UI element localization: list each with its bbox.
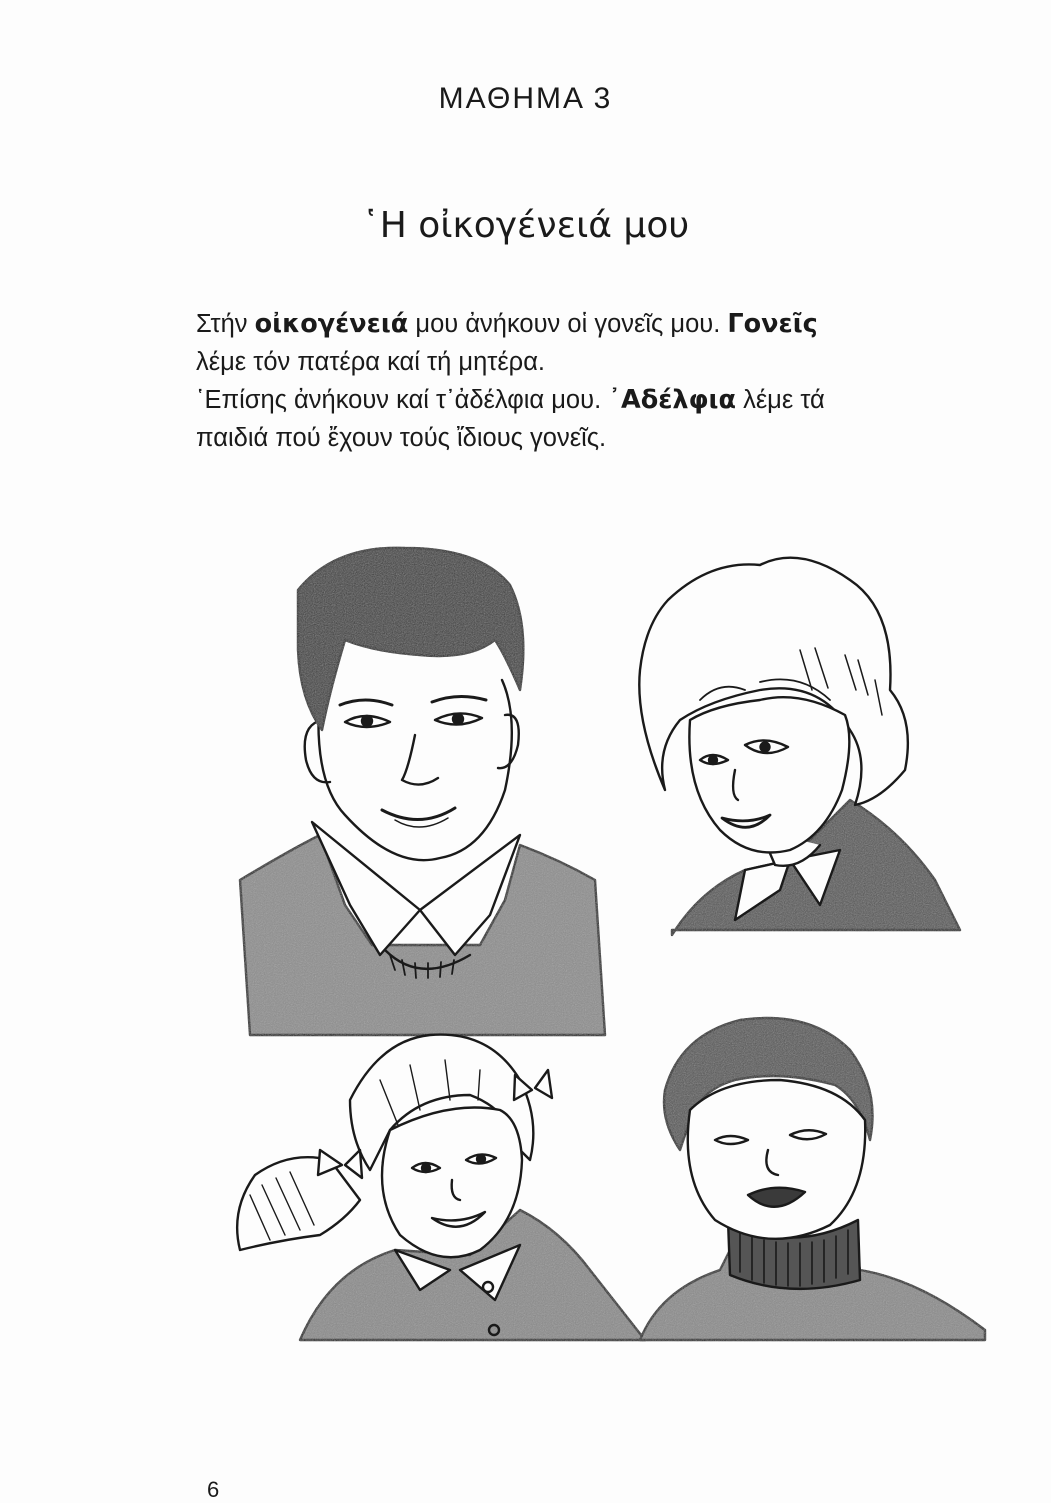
text-run: ῾Επίσης ἀνήκουν καί τ᾽ἀδέλφια μου. bbox=[196, 386, 609, 414]
text-run: Στήν bbox=[196, 310, 255, 338]
text-run: μου ἀνήκουν οἱ γονεῖς μου. bbox=[408, 310, 728, 338]
daughter-ponytail bbox=[237, 1157, 360, 1250]
bold-term-family: οἰκογένειά bbox=[254, 309, 409, 339]
son-portrait bbox=[640, 1018, 985, 1340]
paragraph-line-4: παιδιά πού ἔχουν τούς ἴδιους γονεῖς. bbox=[196, 424, 607, 452]
lesson-title: ῾Η οἰκογένειά μου bbox=[361, 205, 690, 246]
paragraph-line-2: λέμε τόν πατέρα καί τή μητέρα. bbox=[196, 348, 546, 376]
daughter-portrait bbox=[237, 1035, 645, 1340]
bold-term-parents: Γονεῖς bbox=[727, 309, 818, 339]
page-number: 6 bbox=[207, 1477, 220, 1502]
son-face bbox=[688, 1080, 865, 1239]
text-run: λέμε τά bbox=[735, 386, 825, 414]
daughter-bow-right bbox=[514, 1070, 552, 1100]
father-portrait bbox=[240, 548, 605, 1035]
father-face bbox=[318, 680, 511, 860]
mother-portrait bbox=[639, 558, 960, 935]
father-sweater bbox=[240, 835, 605, 1035]
bold-term-siblings: ᾽Αδέλφια bbox=[608, 385, 736, 415]
lesson-heading: ΜΑΘΗΜΑ 3 bbox=[438, 82, 613, 115]
